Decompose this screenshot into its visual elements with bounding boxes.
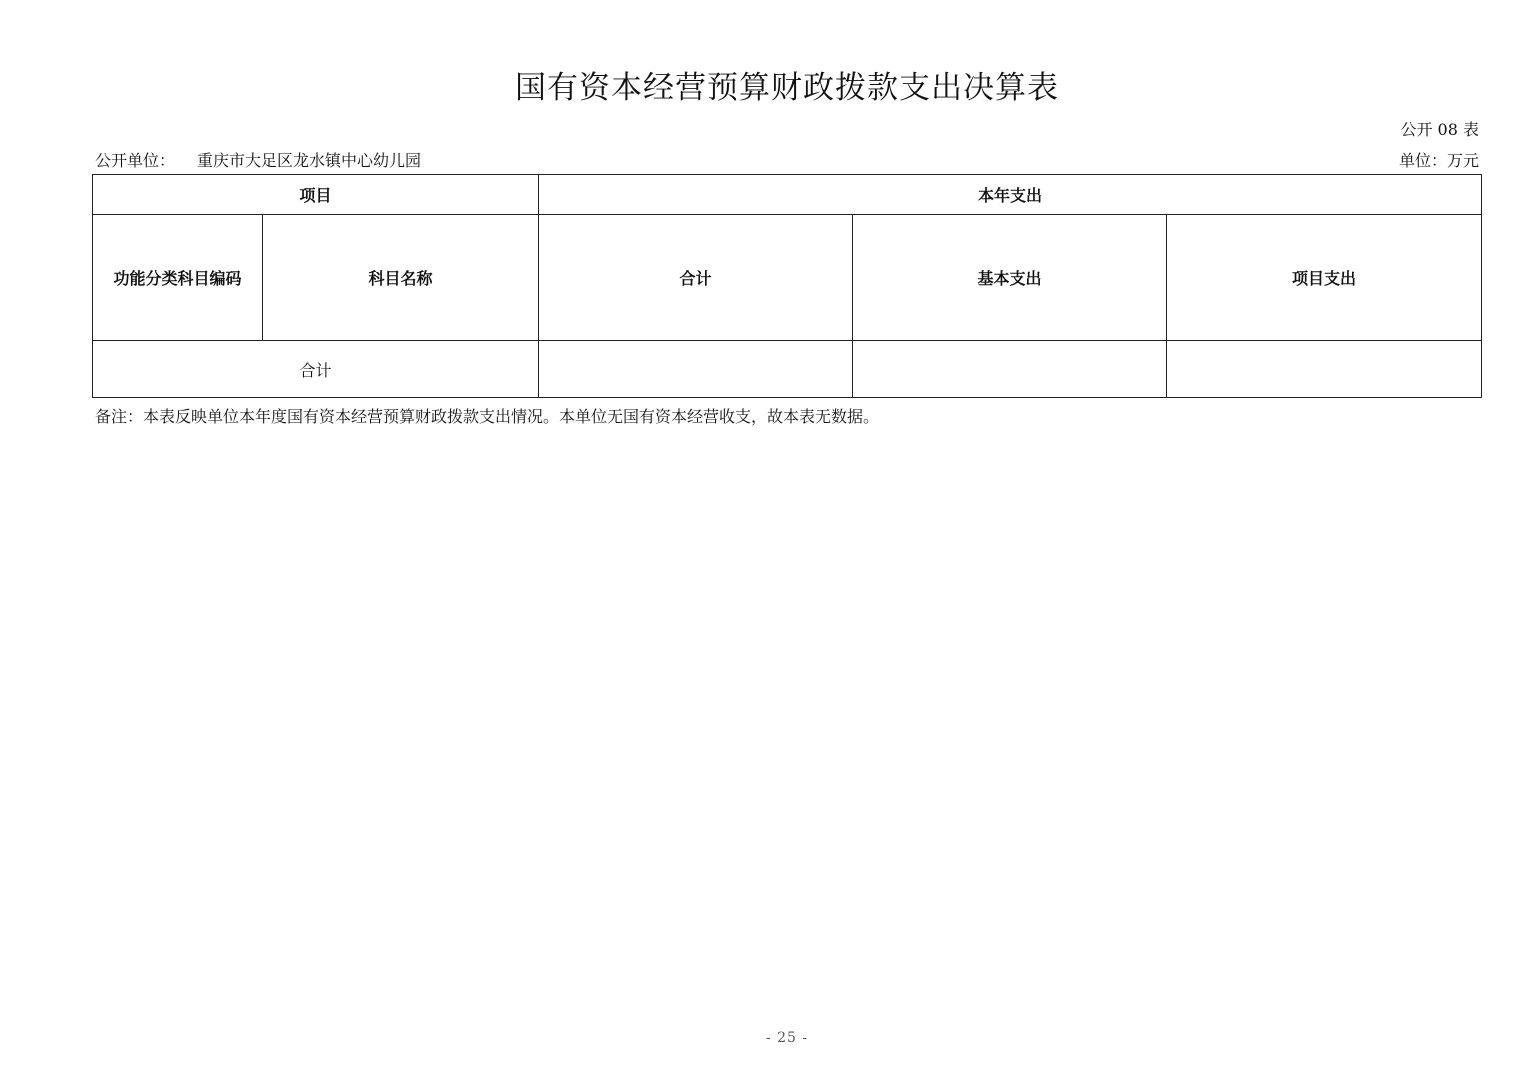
organization-info — [95, 148, 421, 171]
page-number: - 25 - — [765, 1030, 809, 1046]
header-column-row — [93, 215, 1482, 341]
header-item-group: 项目 — [93, 175, 539, 215]
form-number: 公开 08 表 — [1400, 120, 1479, 139]
total-row-total — [539, 341, 853, 398]
table-note: 备注：本表反映单位本年度国有资本经营预算财政拨款支出情况。本单位无国有资本经营收支，故本表无数据。 — [95, 407, 880, 426]
header-group-row — [93, 175, 1482, 215]
header-function-code: 功能分类科目编码 — [93, 215, 263, 341]
header-subject-name: 科目名称 — [263, 215, 539, 341]
total-row — [93, 341, 1482, 398]
header-basic-expense: 基本支出 — [853, 215, 1167, 341]
organization-label: 公开单位： — [95, 151, 176, 170]
header-expense-group: 本年支出 — [539, 175, 1482, 215]
header-total: 合计 — [539, 215, 853, 341]
organization-name: 重庆市大足区龙水镇中心幼儿园 — [197, 151, 422, 170]
page-title: 国有资本经营预算财政拨款支出决算表 — [515, 70, 1059, 106]
total-row-project — [1167, 341, 1482, 398]
total-row-label: 合计 — [93, 341, 539, 398]
total-row-basic — [853, 341, 1167, 398]
currency-unit: 单位：万元 — [1398, 151, 1479, 170]
header-project-expense: 项目支出 — [1167, 215, 1482, 341]
expenditure-table — [92, 174, 1482, 398]
